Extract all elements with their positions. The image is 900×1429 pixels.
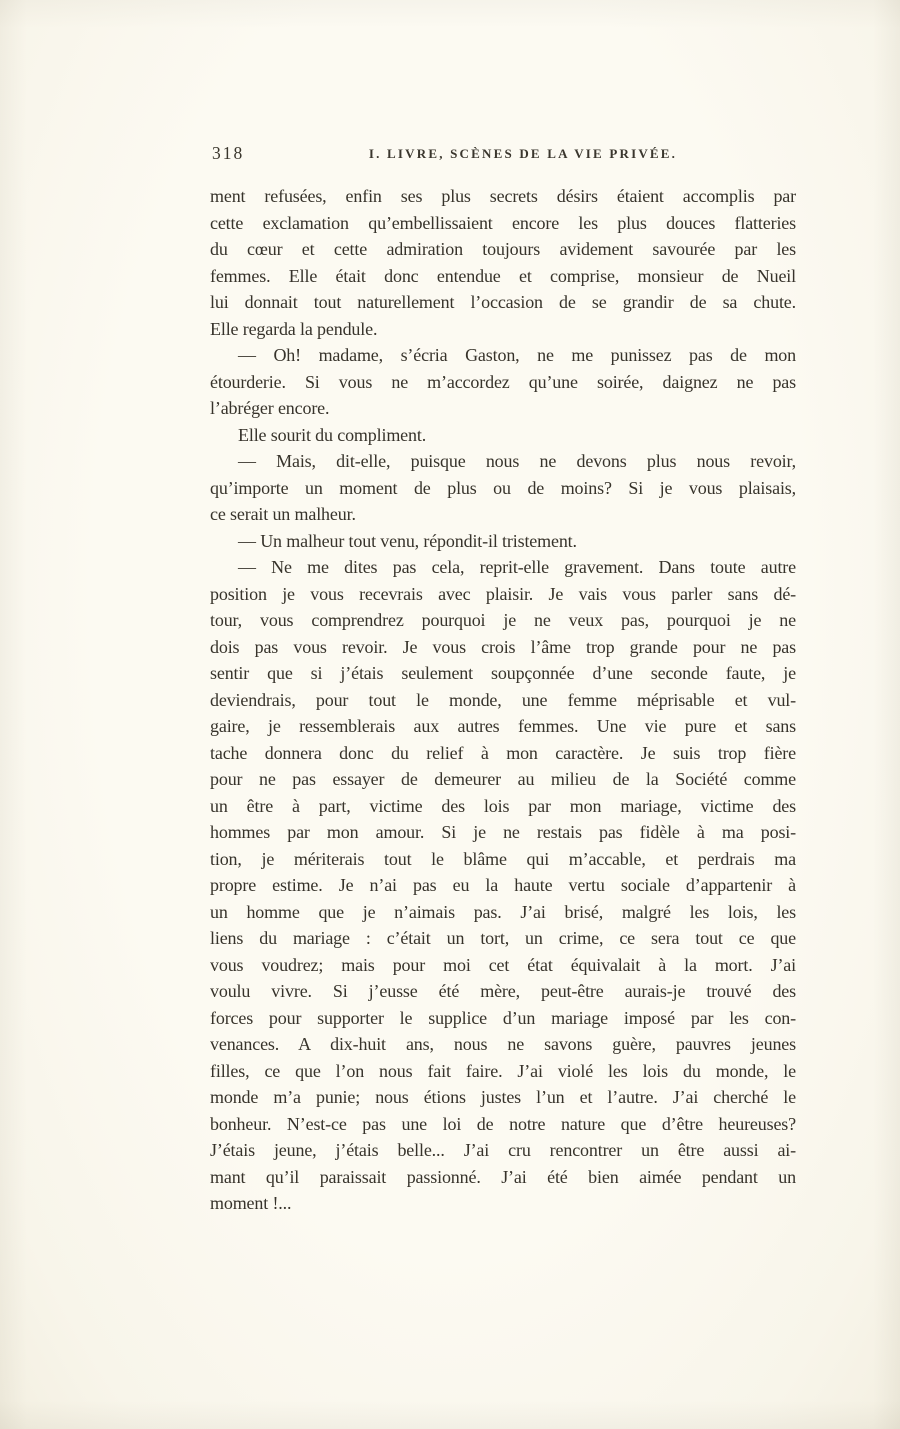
text-line: sentir que si j’étais seulement soupçonnée d’une seconde faute, je	[210, 663, 796, 683]
paragraph	[210, 342, 796, 422]
text-line: hommes par mon amour. Si je ne restais pas fidèle à ma posi-	[210, 822, 796, 842]
text-line: filles, ce que l’on nous fait faire. J’ai violé les lois du monde, le	[210, 1060, 796, 1081]
text-line: Elle regarda la pendule.	[210, 318, 378, 339]
text-line: — Un malheur tout venu, répondit-il tristement.	[238, 530, 577, 551]
page-number: 318	[212, 143, 245, 163]
text-line: tour, vous comprendrez pourquoi je ne veux pas, pourquoi je ne	[210, 610, 796, 630]
paragraph	[210, 183, 796, 342]
text-line: — Mais, dit-elle, puisque nous ne devons plus nous revoir,	[238, 451, 796, 471]
text-line: tion, je mériterais tout le blâme qui m’accable, et perdrais ma	[210, 848, 796, 869]
text-line: du cœur et cette admiration toujours avidement savourée par les	[210, 239, 796, 259]
text-line: liens du mariage : c’était un tort, un crime, ce sera tout ce que	[210, 928, 796, 948]
text-line: — Ne me dites pas cela, reprit-elle gravement. Dans toute autre	[238, 557, 796, 577]
paragraph	[210, 448, 796, 528]
text-line: pour ne pas essayer de demeurer au milieu de la Société comme	[210, 769, 796, 789]
running-title: I. LIVRE, SCÈNES DE LA VIE PRIVÉE.	[368, 146, 678, 161]
text-line: mant qu’il paraissait passionné. J’ai été bien aimée pendant un	[210, 1166, 796, 1187]
text-line: femmes. Elle était donc entendue et comprise, monsieur de Nueil	[210, 265, 796, 286]
page-content	[210, 142, 796, 1217]
text-line: bonheur. N’est-ce pas une loi de notre nature que d’être heureuses?	[210, 1113, 796, 1134]
text-line: étourderie. Si vous ne m’accordez qu’une soirée, daignez ne pas	[210, 371, 796, 392]
text-line: forces pour supporter le supplice d’un mariage imposé par les con-	[210, 1007, 796, 1028]
text-line: propre estime. Je n’ai pas eu la haute vertu sociale d’appartenir à	[210, 875, 796, 895]
text-line: position je vous recevrais avec plaisir. Je vais vous parler sans dé-	[210, 583, 796, 604]
text-line: l’abréger encore.	[210, 398, 330, 418]
paragraph	[210, 422, 796, 449]
text-line: gaire, je ressemblerais aux autres femmes. Une vie pure et sans	[210, 716, 796, 736]
text-line: — Oh! madame, s’écria Gaston, ne me punissez pas de mon	[238, 345, 796, 365]
text-line: qu’importe un moment de plus ou de moins? Si je vous plaisais,	[210, 477, 796, 498]
text-line: J’étais jeune, j’étais belle... J’ai cru rencontrer un être aussi ai-	[210, 1140, 796, 1160]
text-line: moment !...	[210, 1193, 292, 1213]
page-header	[210, 142, 796, 166]
text-line: lui donnait tout naturellement l’occasion de se grandir de sa chute.	[210, 292, 796, 312]
paragraph	[210, 554, 796, 1217]
text-line: monde m’a punie; nous étions justes l’un et l’autre. J’ai cherché le	[210, 1087, 796, 1107]
text-line: Elle sourit du compliment.	[238, 424, 427, 445]
paragraph	[210, 528, 796, 555]
text-line: un être à part, victime des lois par mon mariage, victime des	[210, 795, 796, 816]
text-line: ce serait un malheur.	[210, 504, 356, 524]
text-line: un homme que je n’aimais pas. J’ai brisé, malgré les lois, les	[210, 901, 796, 922]
text-line: tache donnera donc du relief à mon caractère. Je suis trop fière	[210, 742, 796, 763]
text-line: deviendrais, pour tout le monde, une femme méprisable et vul-	[210, 689, 796, 710]
text-line: dois pas vous revoir. Je vous crois l’âme trop grande pour ne pas	[210, 636, 796, 657]
text-line: vous voudrez; mais pour moi cet état équivalait à la mort. J’ai	[210, 954, 796, 975]
text-line: voulu vivre. Si j’eusse été mère, peut-être aurais-je trouvé des	[210, 981, 796, 1001]
text-line: venances. A dix-huit ans, nous ne savons guère, pauvres jeunes	[210, 1034, 796, 1054]
text-line: cette exclamation qu’embellissaient encore les plus douces flatteries	[210, 212, 796, 233]
text-line: ment refusées, enfin ses plus secrets désirs étaient accomplis par	[210, 186, 796, 206]
page-body	[210, 183, 796, 1217]
